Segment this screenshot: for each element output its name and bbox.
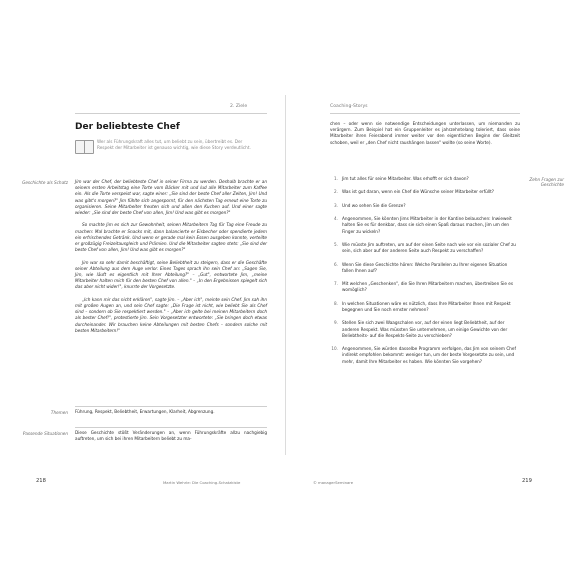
margin-label-situations: Passende Situationen (22, 431, 68, 436)
story-paragraph: „Ich kann mir das nicht erklären", sagte Jim. – „Aber ich", meinte sein Chef. Jim sah ihn mit großen Augen an, und sein Chef sagte: „Die Frage ist nicht, wie beliebt Sie als Chef sind – sondern ob Sie respektiert werden." – „Aber ich gelte bei meinen Mitarbeitern doch als bester Chef!", protestierte Jim. Sein Vorgesetzter entwortete: „Sie bringen doch etwas durcheinander. Wir brauchen keine Abteilungen mit besten Chefs – sondern solche mit besten Mitarbeitern!" (75, 296, 267, 333)
question-number: 1. (334, 176, 338, 181)
story-title: Der beliebteste Chef (75, 122, 180, 132)
question-text: In welchen Situationen wäre es nützlich, dass Ihre Mitarbeiter Ihnen mit Respekt begegnen und Sie noch ernster nehmen? (342, 300, 511, 312)
question-number: 4. (334, 216, 338, 222)
question-item (330, 262, 520, 274)
question-item (330, 203, 520, 209)
question-item (330, 301, 520, 313)
question-number: 6. (334, 261, 338, 267)
lead-text: Wer als Führungskraft alles tut, um beliebt zu sein, übertreibt es. Der Respekt der Mitarbeiter ist genauso wichtig, wie diese Story verdeutlicht. (97, 139, 251, 150)
story-paragraph: Jim war der Chef, der beliebteste Chef in seiner Firma zu werden. Deshalb brachte er an seinem ersten Arbeitstag eine Torte vom Bäcker mit und lud alle Mitarbeiter zum Kaffee ein. Als die Torte verspeist war, sagte einer: „Sie sind der beste Chef aller Zeiten, Jim! Und was gibt's morgen?" Jim fühlte sich angespornt, für den nächsten Tag erneut eine Torte zu organisieren. Seine Mitarbeiter freuten sich und aßen den Kuchen auf. Und einer sagte wieder: „Sie sind der beste Chef von allen, Jim! Und was gibt es morgen?" (75, 179, 267, 216)
continuation-text: chen – oder wenn sie notwendige Entscheidungen unterlassen, um niemanden zu verärgern. Zum Beispiel hat ein Gruppenleiter es jahrzehntelang toleriert, dass seine Mitarbeiter ihren Feierabend immer weiter vor den eigentlichen Beginn der Gleitzeit schoben, weil er „den Chef nicht raushängen lassen" wollte (so seine Worte). (330, 121, 520, 145)
question-number: 9. (334, 320, 338, 326)
right-page-number: 219 (522, 478, 532, 484)
question-number: 2. (334, 189, 338, 195)
question-number: 3. (334, 202, 338, 208)
question-text: Angenommen, Sie würden dasselbe Programm verfolgen, das Jim von seinem Chef indirekt empfohlen bekommt: weniger tun, um der beste Vorgesetzte zu sein, und mehr, damit Ihre Mitarbeiter es haben. Wie könnten Sie vorgehen? (342, 346, 516, 364)
question-text: Angenommen, Sie könnten Jims Mitarbeiter in der Kantine belauschen: Inwieweit halten Sie es für denkbar, dass sie sich einen Spaß daraus machen, Jim um den Finger zu wickeln? (342, 216, 512, 234)
situations-text: Diese Geschichte stößt Veränderungen an, wenn Führungskräfte allzu nachgiebig auftreten, um sich bei ihren Mitarbeitern beliebt zu ma- (75, 430, 267, 442)
story-paragraph: Jim war so sehr damit beschäftigt, seine Beliebtheit zu steigern, dass er die Geschäfte seiner Abteilung aus dem Auge verlor. Eines Tages sprach ihn sein Chef an: „Sagen Sie, Jim, wie läuft es eigentlich mit Ihrer Abteilung?" – „Gut", entwortete Jim, „meine Mitarbeiter halten mich für den besten Chef von allen." – „In den Ergebnissen spiegelt sich das aber nicht wider!", knurrte der Vorgesetzte. (75, 259, 267, 290)
margin-label-questions: Zehn Fragen zur Geschichte (529, 177, 564, 187)
question-text: Jim tut alles für seine Mitarbeiter. Was erhofft er sich davon? (342, 176, 469, 181)
question-text: Was ist gut daran, wenn ein Chef die Wünsche seiner Mitarbeiter erfüllt? (342, 189, 494, 195)
question-item (330, 281, 520, 293)
right-head-rule (330, 113, 520, 114)
question-item (330, 320, 520, 339)
left-page-number: 218 (36, 478, 46, 484)
question-number: 5. (334, 241, 338, 247)
right-running-head: Coaching-Storys (330, 104, 368, 109)
question-text: Stellen Sie sich zwei Waagschalen vor, auf der einen liegt Beliebtheit, auf der anderen Respekt. Was müssten Sie unternehmen, um einige Gewichte von der Beliebtheits- auf die Respekts-Seite zu verschieben? (342, 320, 508, 338)
left-footer: Martin Wehrle: Die Coaching-Schatzkiste (163, 480, 241, 485)
margin-label-themes: Themen (50, 410, 68, 415)
story-paragraph: So machte Jim es sich zur Gewohnheit, seinen Mitarbeitern Tag für Tag eine Freude zu machen: Mal brachte er Snacks mit, dann balancierte er Eisbecher oder spendierte jedem ein erfrischendes Getränk. Und wenn er gerade mal kein Essen ausgeben konnte, verteilte er großzügig Freizeitausgleich und Prämien. Und die Mitarbeiter sagten stets: „Sie sind der beste Chef von allen, Jim! Und was gibt es morgen?" (75, 222, 267, 253)
situations-rule (75, 427, 267, 428)
question-item (330, 346, 520, 365)
question-item (330, 176, 520, 182)
question-number: 7. (334, 281, 338, 287)
question-item (330, 189, 520, 195)
question-text: Mit welchen „Geschenken", die Sie Ihren Mitarbeitern machen, übertreiben Sie es womöglich? (342, 281, 514, 293)
right-footer: © managerSeminare (313, 480, 354, 485)
margin-label-story: Geschichte als Schatz (22, 180, 68, 185)
question-item (330, 242, 520, 254)
question-number: 8. (334, 300, 338, 306)
themes-text: Führung, Respekt, Beliebtheit, Erwartungen, Klarheit, Abgrenzung. (75, 409, 215, 414)
question-text: Wenn Sie diese Geschichte hören: Welche Parallelen zu Ihrer eigenen Situation fallen Ihnen auf? (342, 261, 508, 273)
question-text: Wie müsste Jim auftreten, um auf der einen Seite nach wie vor ein sozialer Chef zu sein, sich aber auf der anderen Seite auch Respekt zu verschaffen? (342, 241, 516, 254)
story-text (75, 179, 267, 340)
themes-rule (75, 406, 267, 407)
question-text: Und wo sehen Sie die Grenze? (342, 202, 406, 208)
question-item (330, 216, 520, 235)
left-head-rule (75, 113, 267, 114)
questions-list (330, 176, 520, 372)
book-icon (75, 140, 94, 154)
question-number: 10. (331, 346, 338, 352)
left-running-head: 2. Ziele (230, 104, 248, 109)
